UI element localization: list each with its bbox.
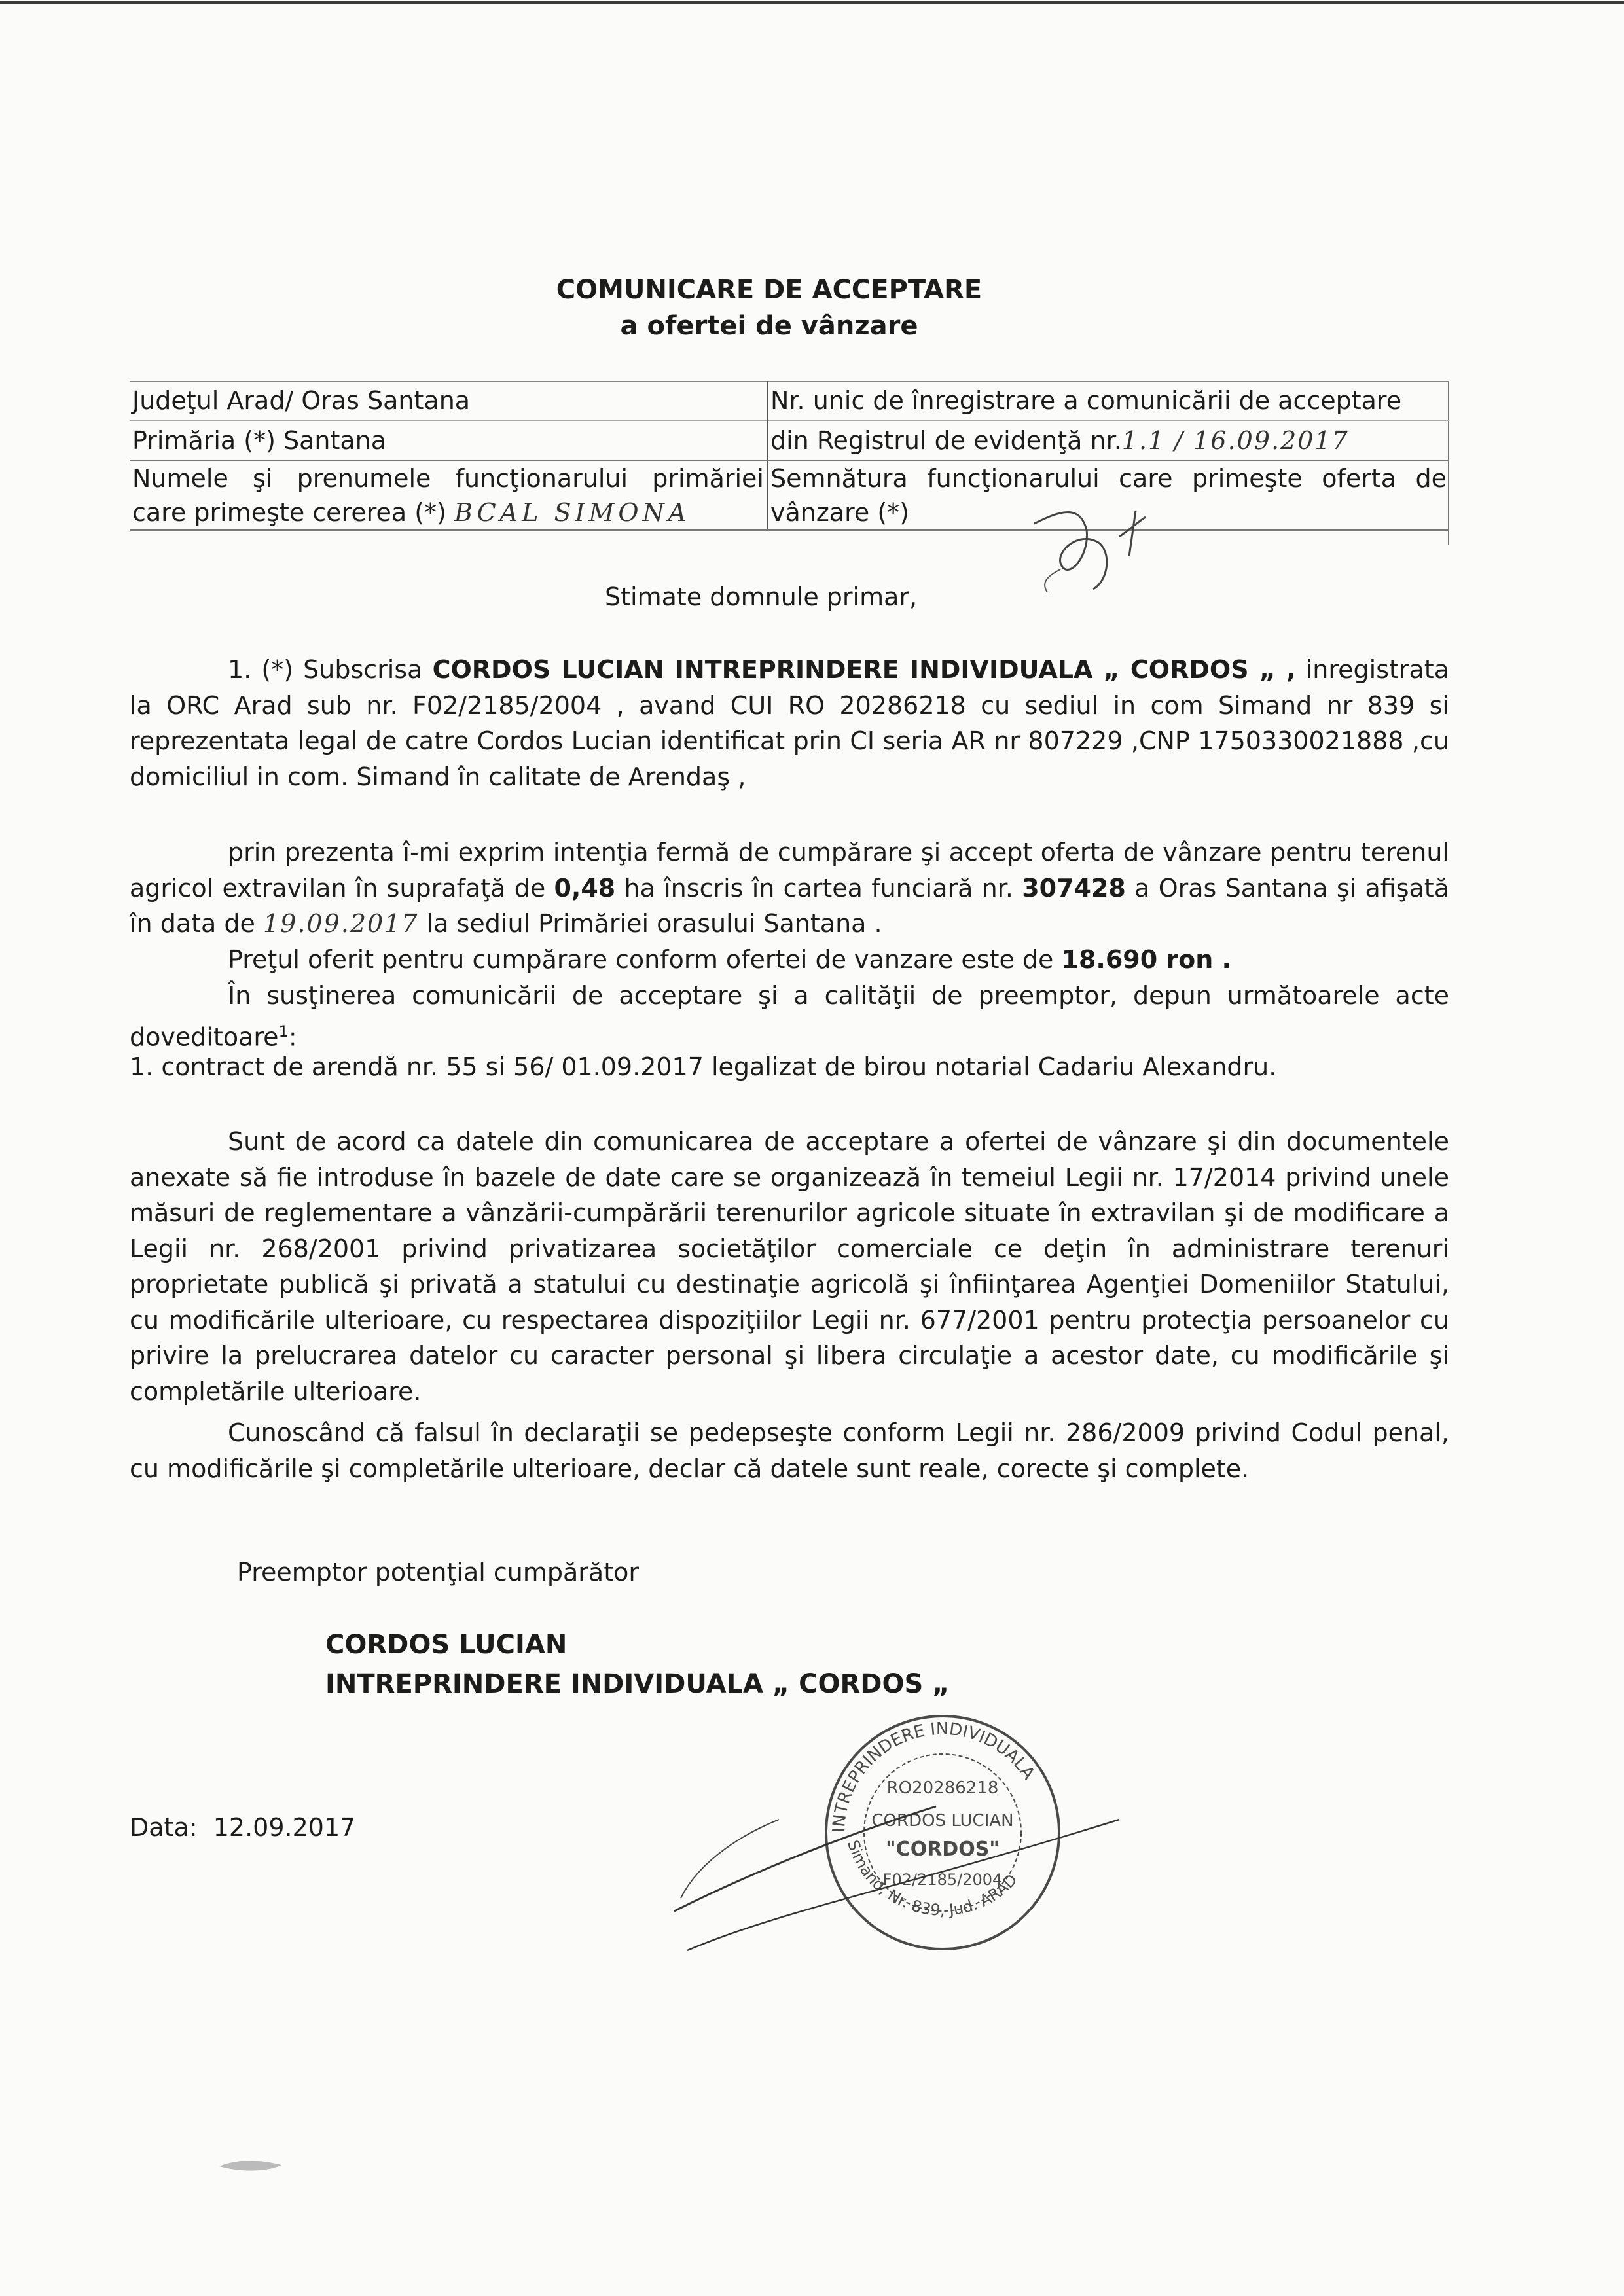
signatory-label: Preemptor potenţial cumpărător bbox=[237, 1558, 639, 1587]
applicant-signature bbox=[661, 1780, 1132, 1964]
registry-number-cell bbox=[767, 421, 1449, 461]
supporting-document-1: 1. contract de arendă nr. 55 si 56/ 01.09.2017 legalizat de birou notarial Cadariu Alexandru. bbox=[130, 1052, 1277, 1081]
signatory-company: INTREPRINDERE INDIVIDUALA „ CORDOS „ bbox=[325, 1669, 950, 1699]
stamp-name: CORDOS LUCIAN bbox=[871, 1811, 1014, 1831]
applicant-company: CORDOS LUCIAN INTREPRINDERE INDIVIDUALA „ CORDOS „ , bbox=[432, 655, 1296, 684]
footnote-marker: 1 bbox=[278, 1022, 289, 1041]
signatory-name: CORDOS LUCIAN bbox=[325, 1630, 568, 1660]
intent-paragraph: prin prezenta î-mi exprim intenţia fermă de cumpărare şi accept oferta de vânzare pentru terenul agricol extravilan în suprafaţă de 0,48 ha înscris în cartea funciară nr. 307428 a Oras Santana şi afişată în data de 19.09.2017 la sediul Primăriei orasului Santana . bbox=[130, 838, 1449, 938]
applicant-paragraph bbox=[130, 652, 1449, 795]
clerk-name-handwritten: BCAL SIMONA bbox=[454, 498, 691, 527]
registration-number-label: Nr. unic de înregistrare a comunicării de acceptare bbox=[767, 381, 1449, 421]
land-area: 0,48 bbox=[554, 873, 616, 903]
clerk-name-label-line1: Numele şi prenumele funcţionarului primăriei bbox=[132, 464, 764, 493]
price-line: Preţul oferit pentru cumpărare conform ofertei de vanzare este de 18.690 ron . bbox=[228, 945, 1231, 974]
stamp-reg: F02/2185/2004 bbox=[882, 1871, 1003, 1889]
date-row bbox=[130, 1813, 355, 1842]
clerk-signature-label-line1: Semnătura funcţionarului care primeşte oferta de bbox=[770, 464, 1447, 493]
penal-declaration-paragraph: Cunoscând că falsul în declaraţii se pedepseşte conform Legii nr. 286/2009 privind Codul penal, cu modificările şi completările ulterioare, declar că datele sunt reale, corecte şi complete. bbox=[130, 1418, 1449, 1483]
scan-smudge bbox=[216, 2153, 288, 2179]
clerk-name-label-line2: care primeşte cererea (*) bbox=[132, 498, 446, 527]
clerk-signature bbox=[1021, 484, 1178, 602]
applicant-details: inregistrata la ORC Arad sub nr. F02/2185/2004 , avand CUI RO 20286218 cu sediul in com Simand nr 839 si reprezentata legal de catre Cordos Lucian identificat prin CI seria AR nr 807229 ,CNP 1750330021888 ,cu domiciliul in com. Simand în calitate de Arendaş , bbox=[130, 655, 1449, 791]
land-registry-number: 307428 bbox=[1022, 873, 1126, 903]
stamp-brand: "CORDOS" bbox=[886, 1838, 1000, 1861]
salutation: Stimate domnule primar, bbox=[605, 583, 918, 611]
registry-number-handwritten: 1.1 / 16.09.2017 bbox=[1121, 426, 1349, 455]
clerk-name-cell bbox=[130, 461, 767, 530]
scan-top-edge bbox=[0, 1, 1624, 4]
data-consent-paragraph: Sunt de acord ca datele din comunicarea de acceptare a ofertei de vânzare şi din documentele anexate să fie introduse în bazele de date care se organizează în temeiul Legii nr. 17/2014 privind unele măsuri de reglementare a vânzării-cumpărării terenurilor agricole situate în extravilan şi de modificare a Legii nr. 268/2001 privind privatizarea societăţilor comerciale ce deţin în administrare terenuri proprietate publică şi privată a statului cu destinaţie agricolă şi înfiinţarea Agenţiei Domeniilor Statului, cu modificările ulterioare, cu respectarea dispoziţiilor Legii nr. 677/2001 pentru protecţia persoanelor cu privire la prelucrarea datelor cu caracter personal şi libera circulaţie a acestor date, cu modificările şi completările ulterioare. bbox=[130, 1127, 1449, 1406]
applicant-lead: 1. (*) Subscrisa bbox=[228, 655, 423, 684]
posting-date-handwritten: 19.09.2017 bbox=[263, 909, 419, 938]
date-value: 12.09.2017 bbox=[213, 1813, 356, 1842]
offered-price: 18.690 ron . bbox=[1061, 945, 1231, 974]
stamp-ring-top: INTREPRINDERE INDIVIDUALA bbox=[829, 1719, 1039, 1833]
supporting-docs-intro: În susţinerea comunicării de acceptare şi a calităţii de preemptor, depun următoarele acte doveditoare$^1$: bbox=[130, 981, 1449, 1052]
date-label: Data: bbox=[130, 1813, 198, 1842]
town-hall-cell: Primăria (*) Santana bbox=[130, 421, 767, 461]
registry-number-label: din Registrul de evidenţă nr. bbox=[770, 426, 1122, 455]
registration-header-table bbox=[130, 381, 1449, 531]
stamp-ring-bottom: Simand, Nr. 839, Jud. ARAD bbox=[844, 1838, 1021, 1920]
county-city-cell: Judeţul Arad/ Oras Santana bbox=[130, 381, 767, 421]
document-title: COMUNICARE DE ACCEPTARE bbox=[556, 275, 983, 305]
document-subtitle: a ofertei de vânzare bbox=[620, 311, 918, 341]
clerk-signature-label-line2: vânzare (*) bbox=[770, 498, 909, 527]
stamp-cui: RO20286218 bbox=[886, 1778, 999, 1798]
